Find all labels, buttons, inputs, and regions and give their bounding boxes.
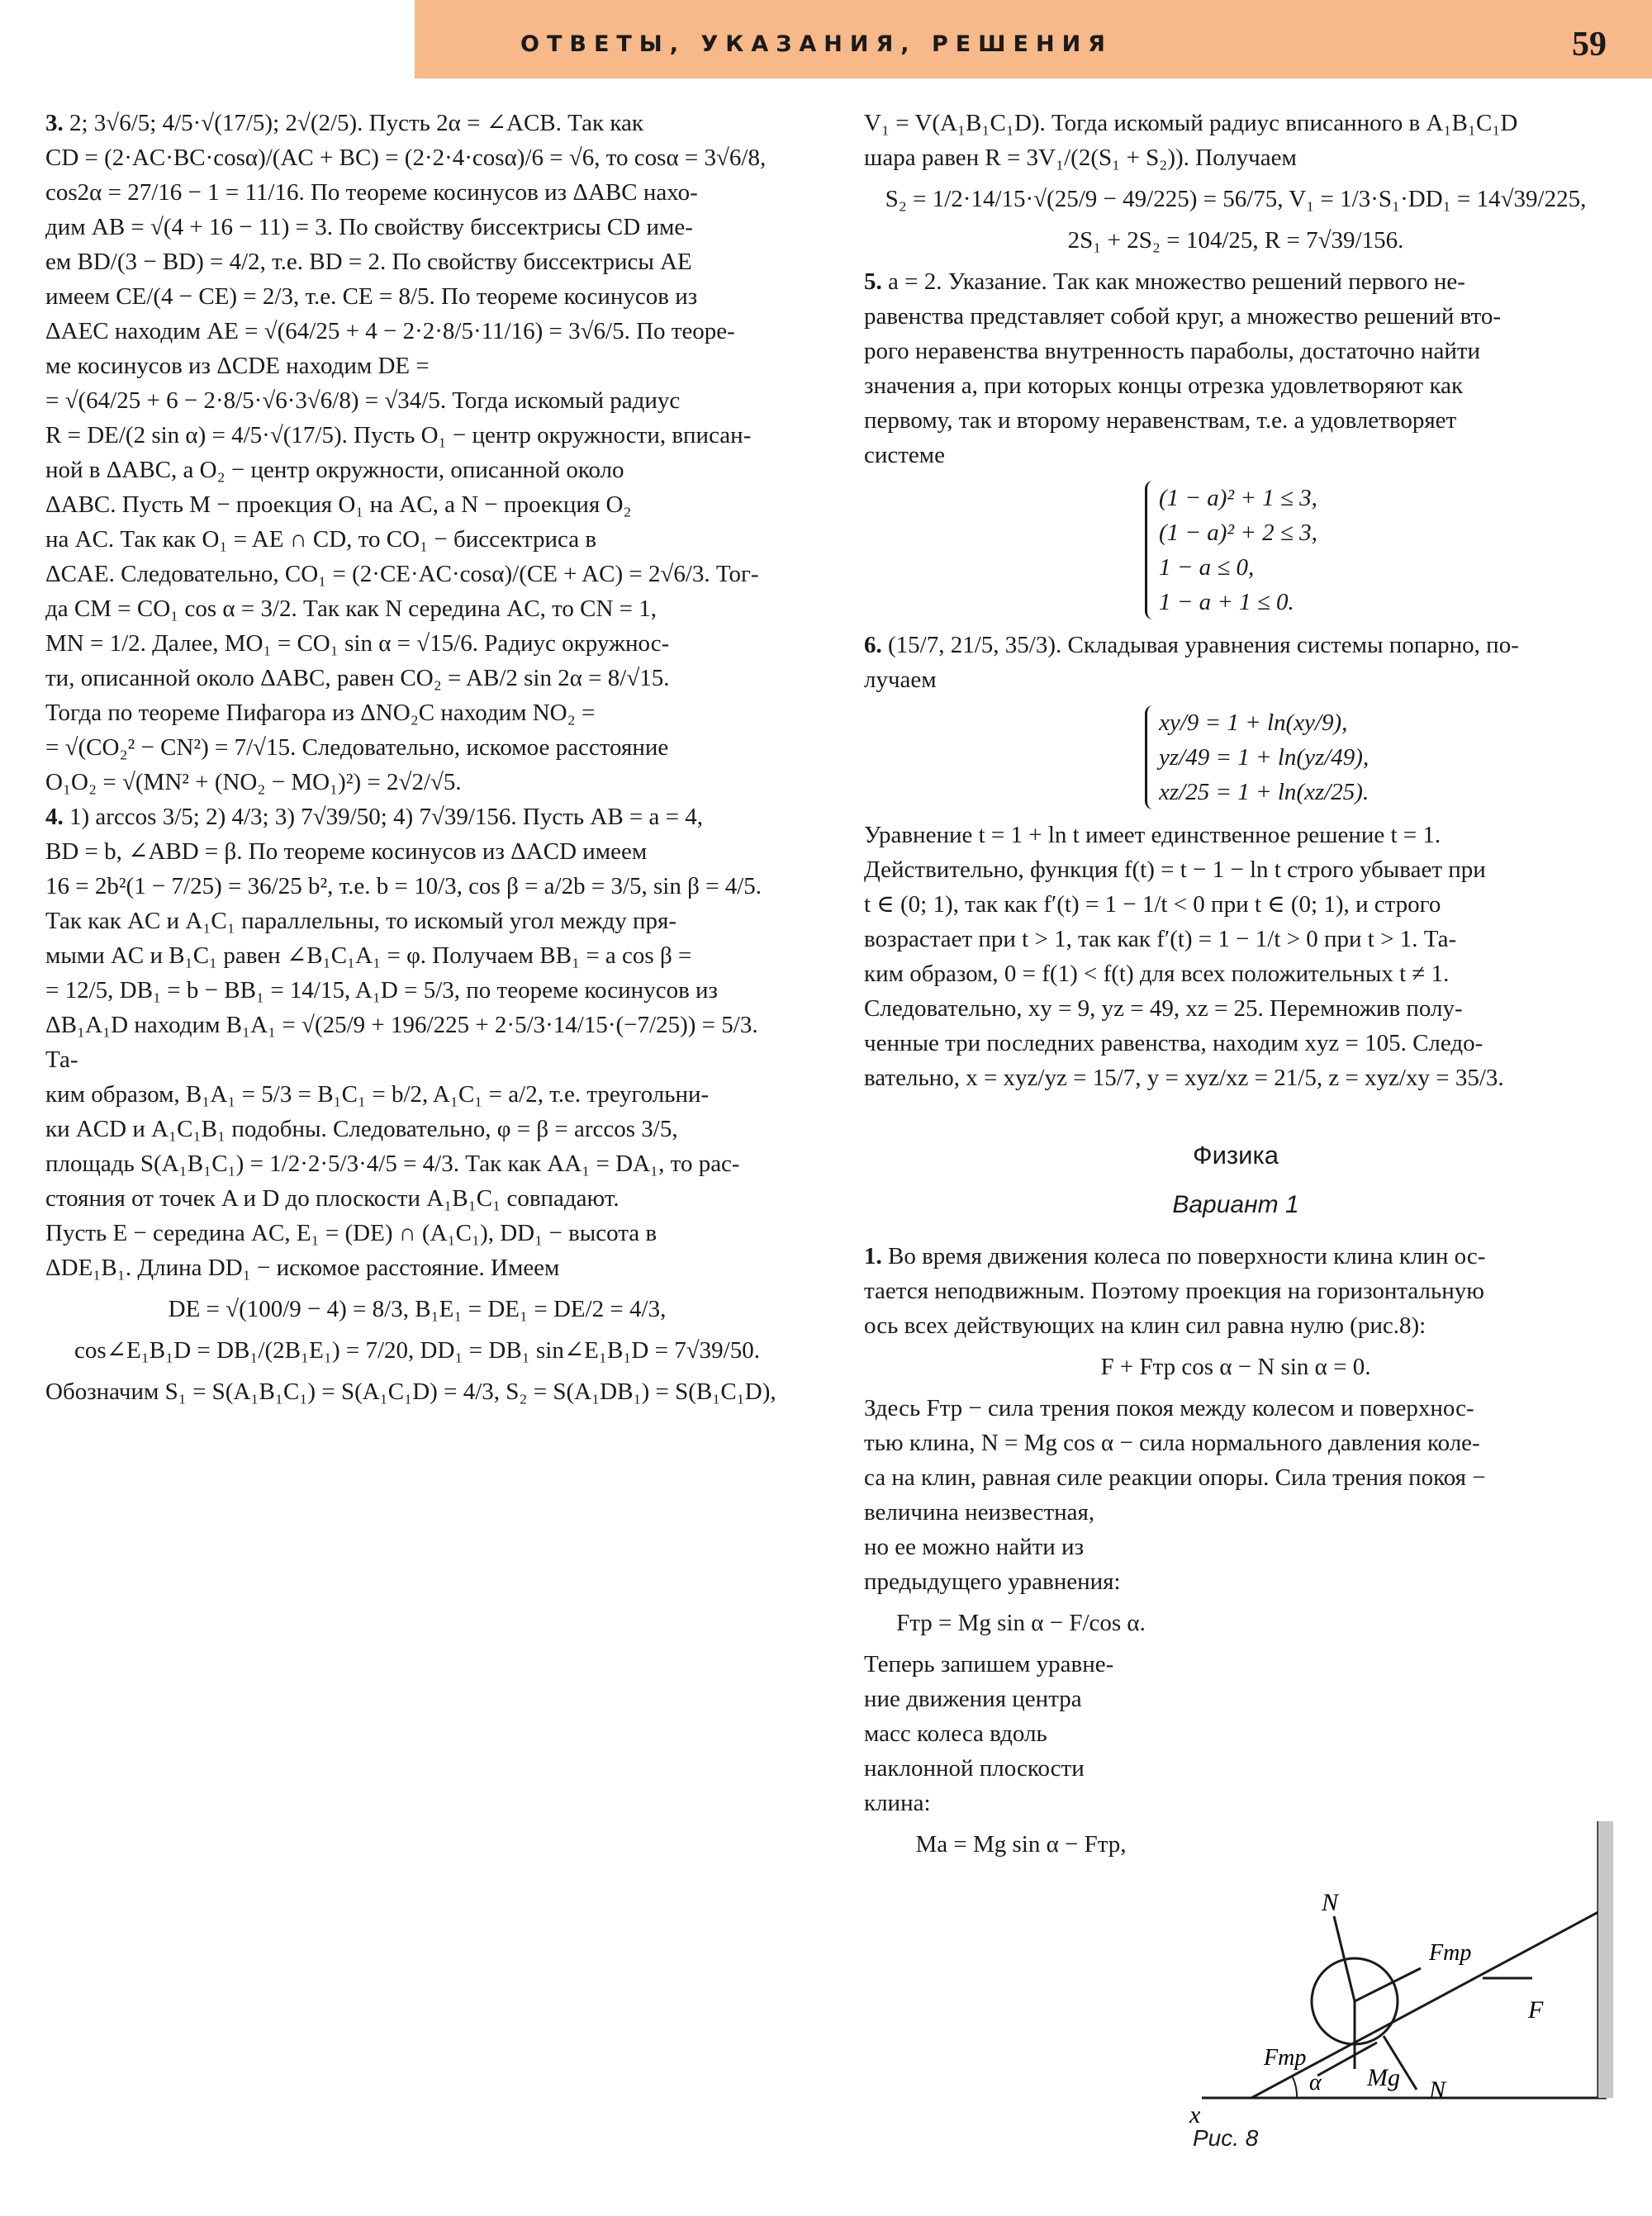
system-line: (1 − a)² + 2 ≤ 3, — [1159, 520, 1317, 546]
line-text: = √(CO₂² − CN²) = 7/√15. Следовательно, искомое расстояние — [45, 734, 669, 761]
line-text: площадь S(A₁B₁C₁) = 1/2·2·5/3·4/5 = 4/3. Так как AA₁ = DA₁, то рас- — [45, 1151, 740, 1177]
text-line — [864, 1786, 1178, 1820]
system-line: 1 − a ≤ 0, — [1159, 554, 1255, 581]
text-line — [45, 557, 789, 591]
angle-alpha-arc — [1293, 2077, 1297, 2098]
text-line — [45, 1181, 789, 1216]
line-text: ΔABC. Пусть M − проекция O₁ на AC, а N − проекция O₂ — [45, 491, 632, 518]
text-line — [45, 1374, 789, 1409]
text-line — [864, 1716, 1178, 1751]
system-line: xy/9 = 1 + ln(xy/9), — [1159, 709, 1348, 736]
line-text: предыдущего уравнения: — [864, 1568, 1121, 1595]
line-text: наклонной плоскости — [864, 1755, 1085, 1782]
line-text: ем BD/(3 − BD) = 4/2, т.е. BD = 2. По свойству биссектрисы AE — [45, 249, 692, 275]
text-line — [45, 314, 789, 349]
line-text: ние движения центра — [864, 1686, 1082, 1712]
text-line — [864, 299, 1607, 334]
text-line — [45, 140, 789, 175]
line-text: мыми AC и B₁C₁ равен ∠B₁C₁A₁ = φ. Получаем BB₁ = a cos β = — [45, 942, 692, 969]
wall-hatch — [1598, 1821, 1613, 2098]
label-Ftr-top: Fтр — [1429, 1940, 1472, 1966]
text-line — [864, 438, 1607, 472]
line-text: системе — [864, 442, 946, 468]
line-text: a = 2. Указание. Так как множество решений первого не- — [881, 268, 1465, 295]
problem-number: 3. — [45, 110, 64, 136]
text-line — [45, 869, 789, 904]
line-text: cos2α = 27/16 − 1 = 11/16. По теореме косинусов из ΔABC нахо- — [45, 179, 698, 206]
line-text: на AC. Так как O₁ = AE ∩ CD, то CO₁ − биссектриса в — [45, 526, 597, 553]
text-line — [864, 1530, 1178, 1564]
line-text: равенства представляет собой круг, а множество решений вто- — [864, 303, 1502, 330]
line-text: са на клин, равная силе реакции опоры. Сила трения покоя − — [864, 1464, 1486, 1491]
label-alpha: α — [1309, 2070, 1322, 2095]
text-line — [864, 403, 1607, 438]
label-N-bottom: N — [1429, 2076, 1446, 2104]
line-text: Уравнение t = 1 + ln t имеет единственное решение t = 1. — [864, 822, 1441, 848]
text-line — [45, 175, 789, 210]
text-line — [864, 1061, 1607, 1095]
line-text: 2; 3√6/5; 4/5·√(17/5); 2√(2/5). Пусть 2α = ∠ACB. Так как — [63, 110, 643, 136]
text-line — [45, 661, 789, 695]
text-line — [864, 334, 1607, 368]
text-line — [45, 1146, 789, 1181]
equation-line: Ma = Mg sin α − Fтр, — [915, 1831, 1127, 1858]
text-line — [45, 973, 789, 1008]
text-line — [45, 279, 789, 314]
line-text: BD = b, ∠ABD = β. По теореме косинусов из ΔACD имеем — [45, 838, 648, 865]
label-Ftr-left: Fтр — [1264, 2045, 1307, 2071]
text-line — [864, 1239, 1607, 1274]
line-text: клина: — [864, 1790, 931, 1816]
line-text: Тогда по теореме Пифагора из ΔNO₂C находим NO₂ = — [45, 700, 596, 726]
line-text: Здесь Fтр − сила трения покоя между колесом и поверхнос- — [864, 1395, 1474, 1421]
label-F: F — [1528, 1996, 1544, 2024]
line-text: t ∈ (0; 1), так как f′(t) = 1 − 1/t < 0 при t ∈ (0; 1), и строго — [864, 891, 1441, 918]
text-line — [45, 800, 789, 834]
figure-wedge-wheel — [1185, 1813, 1631, 2160]
equation-line: cos∠E₁B₁D = DB₁/(2B₁E₁) = 7/20, DD₁ = DB₁ sin∠E₁B₁D = 7√39/50. — [74, 1337, 760, 1364]
text-line — [45, 695, 789, 730]
line-text: ось всех действующих на клин сил равна нулю (рис.8): — [864, 1312, 1427, 1339]
line-text: ти, описанной около ΔABC, равен CO₂ = AB/2 sin 2α = 8/√15. — [45, 665, 670, 691]
text-line — [45, 244, 789, 279]
text-line — [864, 1308, 1607, 1343]
text-line — [864, 662, 1607, 697]
text-line — [45, 626, 789, 661]
text-line — [45, 418, 789, 453]
text-line — [45, 1008, 789, 1077]
line-text: Действительно, функция f(t) = t − 1 − ln t строго убывает при — [864, 857, 1486, 883]
line-text: масс колеса вдоль — [864, 1720, 1047, 1747]
line-text: 1) arccos 3/5; 2) 4/3; 3) 7√39/50; 4) 7√39/156. Пусть AB = a = 4, — [63, 804, 703, 830]
line-text: величина неизвестная, — [864, 1499, 1095, 1526]
equation-system — [1145, 705, 1607, 809]
text-line — [864, 818, 1607, 852]
line-text: рого неравенства внутренность параболы, достаточно найти — [864, 338, 1481, 364]
text-line — [45, 453, 789, 487]
line-text: ким образом, B₁A₁ = 5/3 = B₁C₁ = b/2, A₁C₁ = a/2, т.е. треугольни- — [45, 1081, 710, 1108]
text-line — [45, 938, 789, 973]
line-text: вательно, x = xyz/yz = 15/7, y = xyz/xz = 21/5, z = xyz/xy = 35/3. — [864, 1065, 1504, 1091]
line-text: ки ACD и A₁C₁B₁ подобны. Следовательно, φ = β = arccos 3/5, — [45, 1116, 678, 1142]
text-line — [864, 106, 1607, 140]
left-column — [45, 106, 789, 1409]
equation-line: F + Fтр cos α − N sin α = 0. — [1100, 1354, 1371, 1380]
line-text: Обозначим S₁ = S(A₁B₁C₁) = S(A₁C₁D) = 4/3, S₂ = S(A₁DB₁) = S(B₁C₁D), — [45, 1378, 776, 1405]
line-text: тью клина, N = Mg cos α − сила нормального давления коле- — [864, 1430, 1480, 1456]
line-text: стояния от точек A и D до плоскости A₁B₁C₁ совпадают. — [45, 1185, 620, 1212]
text-line — [45, 522, 789, 557]
line-text: Следовательно, xy = 9, yz = 49, xz = 25. Перемножив полу- — [864, 995, 1463, 1022]
text-line — [45, 210, 789, 244]
equation-line: 2S₁ + 2S₂ = 104/25, R = 7√39/156. — [1067, 227, 1404, 254]
text-line — [864, 1426, 1607, 1460]
text-line — [45, 1077, 789, 1112]
line-text: возрастает при t > 1, так как f′(t) = 1 − 1/t > 0 при t > 1. Та- — [864, 926, 1457, 952]
label-x: x — [1189, 2101, 1201, 2128]
line-text: Так как AC и A₁C₁ параллельны, то искомый угол между пря- — [45, 908, 677, 934]
right-column — [864, 106, 1607, 1868]
figure-caption: Рис. 8 — [1193, 2125, 1259, 2151]
text-line — [864, 956, 1607, 991]
system-line: 1 − a + 1 ≤ 0. — [1159, 589, 1294, 615]
line-text: имеем CE/(4 − CE) = 2/3, т.е. CE = 8/5. По теореме косинусов из — [45, 283, 698, 310]
section-variant: Вариант 1 — [1172, 1191, 1299, 1218]
text-line — [45, 904, 789, 938]
text-line — [45, 765, 789, 800]
line-text: тается неподвижным. Поэтому проекция на горизонтальную — [864, 1278, 1484, 1304]
system-line: yz/49 = 1 + ln(yz/49), — [1159, 744, 1370, 771]
line-text: R = DE/(2 sin α) = 4/5·√(17/5). Пусть O₁ − центр окружности, вписан- — [45, 422, 752, 448]
problem-number: 4. — [45, 804, 64, 830]
line-text: = 12/5, DB₁ = b − BB₁ = 14/15, A₁D = 5/3, по теореме косинусов из — [45, 977, 718, 1004]
line-text: да CM = CO₁ cos α = 3/2. Так как N середина AC, то CN = 1, — [45, 596, 657, 622]
line-text: (15/7, 21/5, 35/3). Складывая уравнения системы попарно, по- — [881, 632, 1519, 658]
system-line: xz/25 = 1 + ln(xz/25). — [1159, 779, 1370, 805]
line-text: ΔAEC находим AE = √(64/25 + 4 − 2·2·8/5·11/16) = 3√6/5. По теоре- — [45, 318, 735, 344]
text-line — [864, 1495, 1178, 1530]
page-number: 59 — [1572, 26, 1607, 64]
equation-line: Fтр = Mg sin α − F/cos α. — [896, 1610, 1146, 1636]
text-line — [45, 591, 789, 626]
running-header: ОТВЕТЫ, УКАЗАНИЯ, РЕШЕНИЯ — [520, 31, 1113, 57]
line-text: Во время движения колеса по поверхности клина клин ос- — [881, 1243, 1486, 1269]
equation-line: S₂ = 1/2·14/15·√(25/9 − 49/225) = 56/75, V₁ = 1/3·S₁·DD₁ = 14√39/225, — [885, 186, 1587, 212]
text-line — [45, 1112, 789, 1146]
text-line — [864, 991, 1607, 1026]
problem-number: 6. — [864, 632, 882, 658]
line-text: Пусть E − середина AC, E₁ = (DE) ∩ (A₁C₁), DD₁ − высота в — [45, 1220, 657, 1246]
line-text: дим AB = √(4 + 16 − 11) = 3. По свойству биссектрисы CD име- — [45, 214, 693, 240]
text-line — [45, 1216, 789, 1250]
line-text: ΔDE₁B₁. Длина DD₁ − искомое расстояние. Имеем — [45, 1255, 560, 1281]
line-text: значения a, при которых концы отрезка удовлетворяют как — [864, 372, 1464, 399]
text-line — [864, 628, 1607, 662]
text-line — [864, 140, 1607, 175]
line-text: но ее можно найти из — [864, 1534, 1085, 1560]
text-line — [864, 887, 1607, 922]
line-text: O₁O₂ = √(MN² + (NO₂ − MO₁)²) = 2√2/√5. — [45, 769, 462, 795]
text-line — [45, 730, 789, 765]
problem-number: 1. — [864, 1243, 882, 1269]
text-line — [864, 922, 1607, 956]
line-text: шара равен R = 3V₁/(2(S₁ + S₂)). Получаем — [864, 145, 1297, 171]
text-line — [864, 1026, 1607, 1061]
text-line — [45, 834, 789, 869]
line-text: ной в ΔABC, а O₂ − центр окружности, описанной около — [45, 457, 624, 483]
section-title-physics: Физика — [1193, 1141, 1279, 1170]
text-line — [45, 487, 789, 522]
text-line — [864, 1391, 1607, 1426]
text-line — [864, 1751, 1178, 1786]
line-text: CD = (2·AC·BC·cosα)/(AC + BC) = (2·2·4·cosα)/6 = √6, то cosα = 3√6/8, — [45, 145, 767, 171]
line-text: лучаем — [864, 667, 937, 693]
line-text: 16 = 2b²(1 − 7/25) = 36/25 b², т.е. b = 10/3, cos β = a/2b = 3/5, sin β = 4/5. — [45, 873, 762, 899]
line-text: ΔCAE. Следовательно, CO₁ = (2·CE·AC·cosα)/(CE + AC) = 2√6/3. Тог- — [45, 561, 759, 587]
text-line — [45, 349, 789, 383]
line-text: MN = 1/2. Далее, MO₁ = CO₁ sin α = √15/6. Радиус окружнос- — [45, 630, 670, 657]
text-line — [864, 852, 1607, 887]
line-text: ме косинусов из ΔCDE находим DE = — [45, 353, 430, 379]
text-line — [45, 106, 789, 140]
text-line — [45, 1250, 789, 1285]
text-line — [864, 368, 1607, 403]
label-N-top: N — [1322, 1889, 1339, 1916]
inequality-system — [1145, 481, 1607, 619]
line-text: Теперь запишем уравне- — [864, 1651, 1114, 1677]
line-text: ченные три последних равенства, находим xyz = 105. Следо- — [864, 1030, 1483, 1056]
text-line — [864, 264, 1607, 299]
label-Mg: Mg — [1367, 2064, 1400, 2091]
line-text: = √(64/25 + 6 − 2·8/5·√6·3√6/8) = √34/5. Тогда искомый радиус — [45, 387, 681, 414]
equation-line: DE = √(100/9 − 4) = 8/3, B₁E₁ = DE₁ = DE/2 = 4/3, — [168, 1296, 667, 1322]
line-text: ким образом, 0 = f(1) < f(t) для всех положительных t ≠ 1. — [864, 961, 1450, 987]
text-line — [864, 1460, 1607, 1495]
text-line — [864, 1647, 1178, 1682]
text-line — [45, 383, 789, 418]
text-line — [864, 1682, 1178, 1716]
text-line — [864, 1274, 1607, 1308]
system-line: (1 − a)² + 1 ≤ 3, — [1159, 485, 1317, 511]
problem-number: 5. — [864, 268, 882, 295]
text-line — [864, 1564, 1178, 1599]
line-text: первому, так и второму неравенствам, т.е. a удовлетворяет — [864, 407, 1457, 434]
line-text: V₁ = V(A₁B₁C₁D). Тогда искомый радиус вписанного в A₁B₁C₁D — [864, 110, 1518, 136]
line-text: ΔB₁A₁D находим B₁A₁ = √(25/9 + 196/225 + 2·5/3·14/15·(−7/25)) = 5/3. Та- — [45, 1012, 764, 1073]
